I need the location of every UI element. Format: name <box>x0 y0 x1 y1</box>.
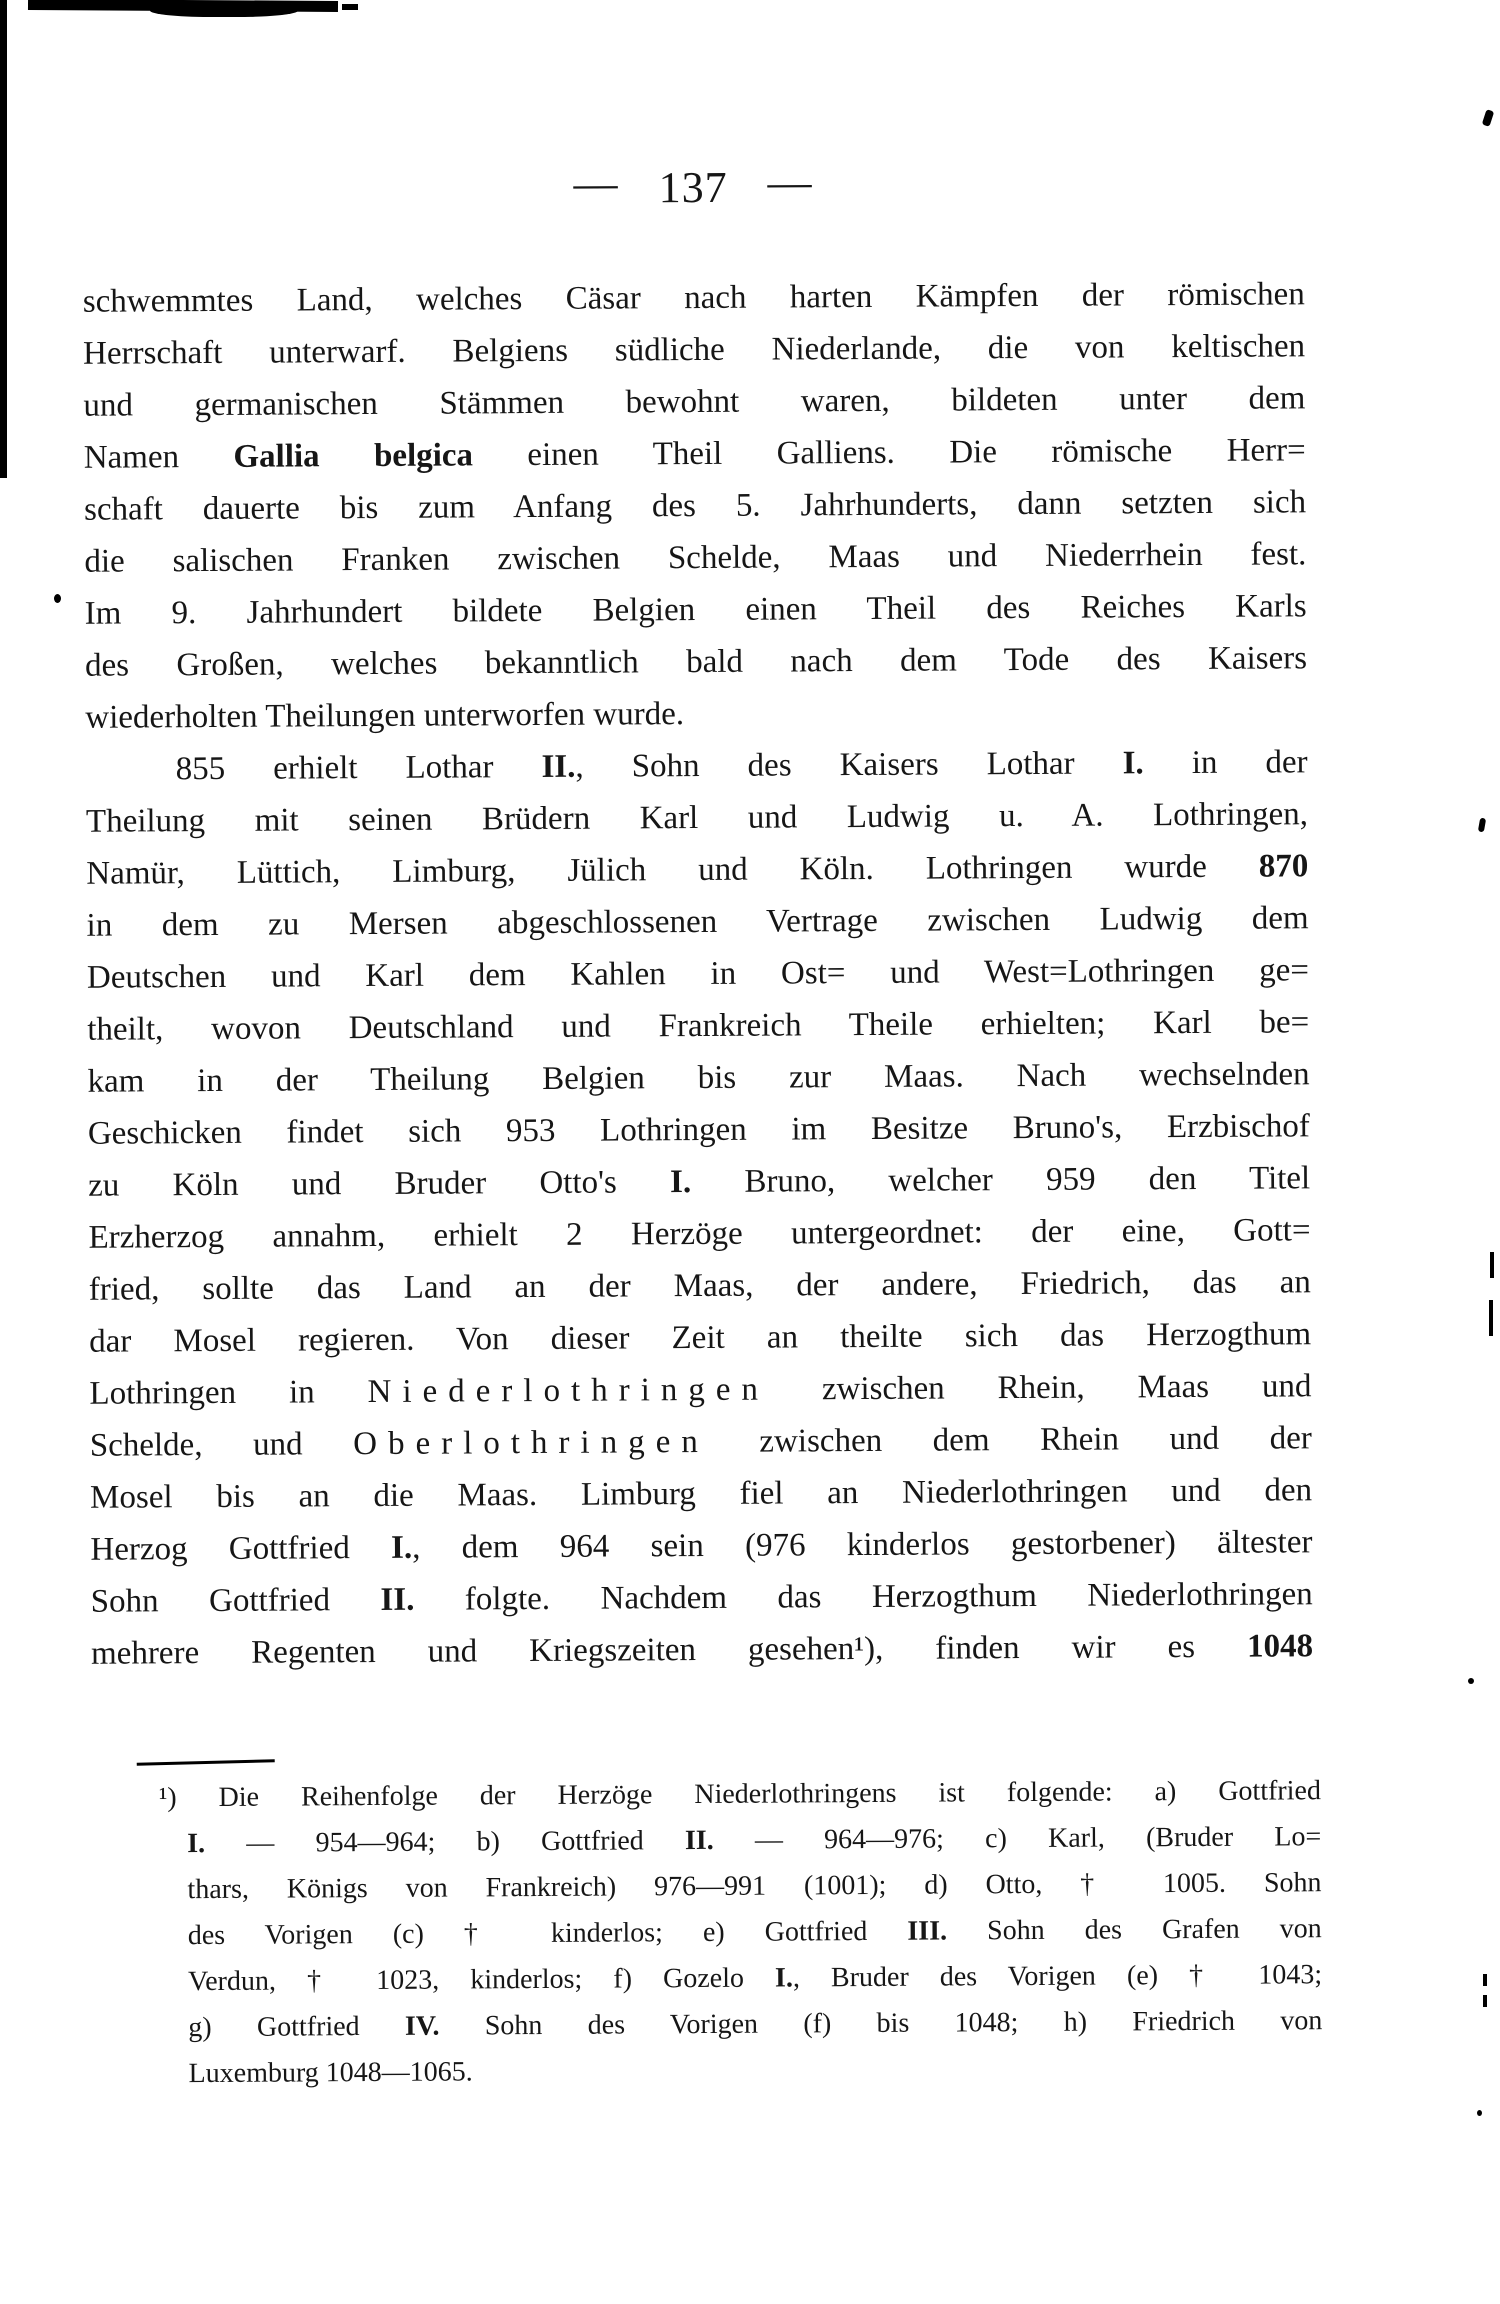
text-line <box>85 632 1307 691</box>
text-segment: Verdun, † 1023, kinderlos; f) Gozelo <box>187 1962 776 1998</box>
text-segment: , Sohn des Kaisers Lothar <box>575 745 1123 785</box>
text-segment: Sohn des Grafen von <box>946 1913 1322 1947</box>
text-segment: Lothringen in <box>89 1374 368 1412</box>
text-segment: des Großen, welches bekanntlich bald nach dem Tode des Kaisers <box>84 640 1308 684</box>
text-segment: Deutschen und Karl dem Kahlen in Ost= und West=Lothringen ge= <box>86 952 1310 996</box>
page-header <box>82 158 1304 216</box>
text-segment: Sohn des Vorigen (f) bis 1048; h) Friedrich von <box>439 2005 1323 2042</box>
bold-text-segment: II. <box>684 1824 714 1857</box>
text-line <box>91 1620 1313 1679</box>
text-segment: Namen <box>83 438 234 476</box>
bold-text-segment: I. <box>1122 745 1144 782</box>
text-line <box>88 1100 1310 1159</box>
text-line <box>160 1998 1322 2051</box>
text-line <box>86 788 1308 847</box>
text-segment: — 964—976; c) Karl, (Bruder Lo= <box>713 1821 1322 1856</box>
text-segment: , dem 964 sein (976 kinderlos gestorbener) ältester <box>412 1524 1313 1566</box>
text-segment: Luxemburg 1048—1065. <box>188 2056 473 2090</box>
bold-text-segment: III. <box>907 1915 948 1947</box>
bold-text-segment: II. <box>541 748 576 785</box>
text-line <box>89 1308 1311 1367</box>
text-line <box>87 996 1309 1055</box>
text-segment: wiederholten Theilungen unterworfen wurde. <box>85 696 685 736</box>
text-segment: theilt, wovon Deutschland und Frankreich Theile erhielten; Karl be= <box>87 1004 1310 1048</box>
bold-text-segment: I. <box>774 1962 793 1994</box>
text-line <box>90 1412 1312 1471</box>
text-line <box>89 1360 1311 1419</box>
page-number-dash-right: — <box>767 157 813 207</box>
bold-text-segment: I. <box>669 1164 692 1201</box>
text-line <box>159 1860 1321 1913</box>
text-line <box>86 892 1308 951</box>
text-line <box>84 528 1306 587</box>
bold-text-segment: I. <box>390 1529 413 1566</box>
text-segment: einen Theil Galliens. Die römische Herr= <box>472 432 1306 474</box>
page-number-dash-left: — <box>573 158 619 208</box>
text-segment: dar Mosel regieren. Von dieser Zeit an theilte sich das Herzogthum <box>89 1316 1312 1360</box>
text-segment: ¹) Die Reihenfolge der Herzöge Niederlothringens ist folgende: a) Gottfried <box>158 1775 1322 1814</box>
text-line <box>83 268 1305 327</box>
text-segment: Geschicken findet sich 953 Lothringen im Besitze Bruno's, Erzbischof <box>87 1108 1310 1152</box>
text-segment: Bruno, welcher 959 den Titel <box>691 1160 1311 1201</box>
text-segment: Mosel bis an die Maas. Limburg fiel an Niederlothringen und den <box>90 1472 1313 1516</box>
text-segment: Erzherzog annahm, erhielt 2 Herzöge untergeordnet: der eine, Gott= <box>88 1212 1311 1256</box>
bold-text-segment: Gallia belgica <box>233 437 474 475</box>
text-segment: Schelde, und <box>89 1426 354 1464</box>
text-segment: des Vorigen (c) † kinderlos; e) Gottfried <box>187 1915 908 1952</box>
text-segment: schaft dauerte bis zum Anfang des 5. Jahrhunderts, dann setzten sich <box>83 484 1307 528</box>
text-segment: Namür, Lüttich, Limburg, Jülich und Köln. Lothringen wurde <box>86 848 1259 892</box>
text-segment: zwischen Rhein, Maas und <box>768 1368 1312 1408</box>
paragraph-1 <box>83 268 1308 743</box>
text-segment: und germanischen Stämmen bewohnt waren, bildeten unter dem <box>83 380 1306 424</box>
text-line <box>85 684 1307 743</box>
text-segment: folgte. Nachdem das Herzogthum Niederlothringen <box>414 1576 1313 1618</box>
text-segment: 855 erhielt Lothar <box>175 748 542 788</box>
text-line <box>87 1048 1309 1107</box>
text-segment: zwischen dem Rhein und der <box>708 1420 1312 1460</box>
text-segment: Herrschaft unterwarf. Belgiens südliche Niederlande, die von keltischen <box>83 328 1306 372</box>
text-segment: zu Köln und Bruder Otto's <box>88 1164 671 1204</box>
text-line <box>89 1256 1311 1315</box>
text-segment: kam in der Theilung Belgien bis zur Maas. Nach wechselnden <box>87 1056 1310 1100</box>
text-line <box>83 372 1305 431</box>
bold-text-segment: II. <box>380 1581 415 1618</box>
text-line <box>86 840 1308 899</box>
footnote <box>159 1768 1323 2097</box>
text-line <box>159 1768 1321 1821</box>
text-line <box>90 1516 1312 1575</box>
text-line <box>160 2044 1322 2097</box>
text-segment: thars, Königs von Frankreich) 976—991 (1001); d) Otto, † 1005. Sohn <box>187 1867 1322 1906</box>
text-line <box>85 580 1307 639</box>
text-line <box>160 1906 1322 1959</box>
body-text <box>83 268 1314 1679</box>
text-segment: g) Gottfried <box>188 2010 406 2044</box>
text-segment: fried, sollte das Land an der Maas, der andere, Friedrich, das an <box>88 1264 1311 1308</box>
text-line <box>86 736 1308 795</box>
letterspaced-text-segment: Niederlothringen <box>367 1371 770 1411</box>
text-segment: Theilung mit seinen Brüdern Karl und Ludwig u. A. Lothringen, <box>85 796 1309 840</box>
text-line <box>160 1952 1322 2005</box>
text-line <box>87 944 1309 1003</box>
footnote-separator-rule <box>137 1759 275 1765</box>
text-line <box>159 1814 1321 1867</box>
text-line <box>88 1152 1310 1211</box>
text-line <box>84 424 1306 483</box>
text-segment: in der <box>1143 744 1308 782</box>
bold-text-segment: 870 <box>1258 848 1309 885</box>
text-segment: die salischen Franken zwischen Schelde, Maas und Niederrhein fest. <box>84 536 1307 580</box>
text-segment: Sohn Gottfried <box>90 1581 381 1620</box>
text-segment: , Bruder des Vorigen (e) † 1043; <box>792 1959 1323 1994</box>
text-line <box>91 1568 1313 1627</box>
text-line <box>88 1204 1310 1263</box>
text-line <box>84 476 1306 535</box>
text-segment: in dem zu Mersen abgeschlossenen Vertrage zwischen Ludwig dem <box>86 900 1309 944</box>
text-line <box>90 1464 1312 1523</box>
text-segment: mehrere Regenten und Kriegszeiten gesehen¹), finden wir es <box>90 1628 1248 1672</box>
text-segment: schwemmtes Land, welches Cäsar nach harten Kämpfen der römischen <box>82 276 1305 320</box>
bold-text-segment: IV. <box>404 2010 440 2042</box>
page-number: 137 <box>658 162 728 213</box>
paragraph-2 <box>86 736 1314 1679</box>
text-segment: Herzog Gottfried <box>90 1529 392 1568</box>
text-segment: Im 9. Jahrhundert bildete Belgien einen Theil des Reiches Karls <box>84 588 1307 632</box>
text-segment: — 954—964; b) Gottfried <box>205 1825 686 1860</box>
bold-text-segment: 1048 <box>1246 1628 1314 1665</box>
bold-text-segment: I. <box>187 1828 206 1860</box>
letterspaced-text-segment: Oberlothringen <box>353 1423 709 1463</box>
text-line <box>83 320 1305 379</box>
